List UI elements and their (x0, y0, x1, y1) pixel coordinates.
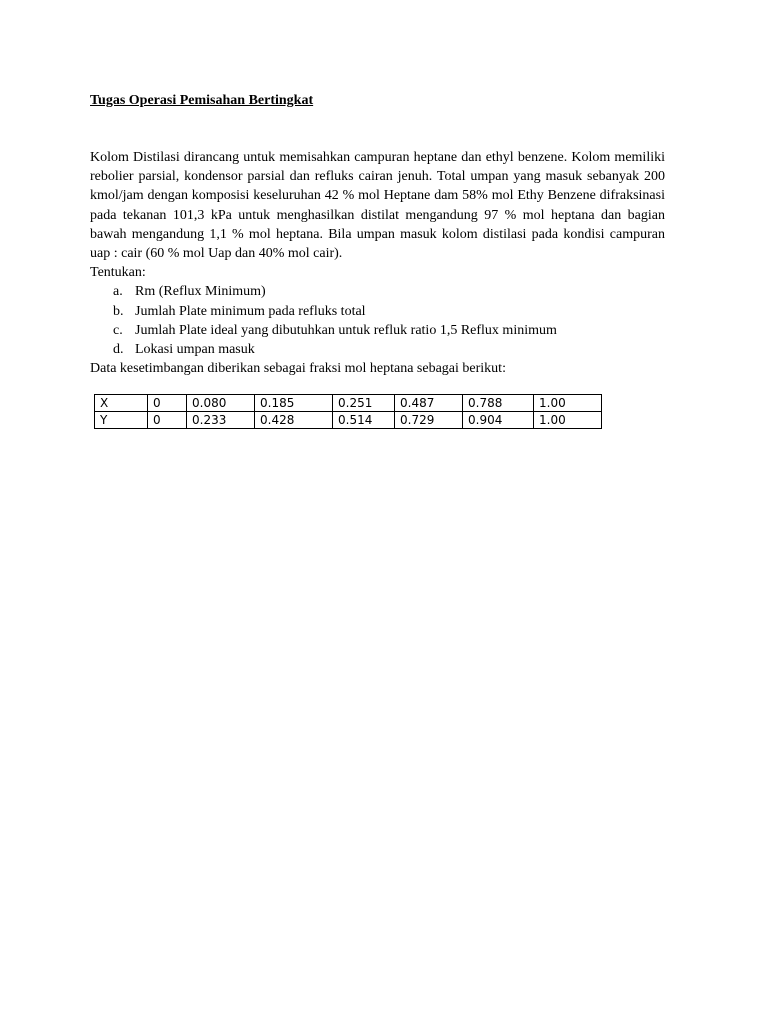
table-cell: 0.729 (395, 412, 463, 429)
table-cell: 1.00 (534, 412, 602, 429)
table-cell: X (95, 395, 148, 412)
table-cell: 0.428 (255, 412, 333, 429)
table-cell: 0 (148, 395, 187, 412)
table-cell: 0.514 (333, 412, 395, 429)
list-item-text: Jumlah Plate ideal yang dibutuhkan untuk refluk ratio 1,5 Reflux minimum (135, 322, 557, 338)
table-cell: 0.233 (187, 412, 255, 429)
table-cell: Y (95, 412, 148, 429)
list-item-text: Rm (Reflux Minimum) (135, 284, 266, 300)
list-item (90, 282, 665, 301)
table-cell: 1.00 (534, 395, 602, 412)
table-cell: 0.487 (395, 395, 463, 412)
document-page (90, 92, 665, 378)
data-intro: Data kesetimbangan diberikan sebagai fraksi mol heptana sebagai berikut: (90, 361, 506, 377)
table-cell: 0.788 (463, 395, 534, 412)
table-row (95, 395, 602, 412)
list-item-text: Jumlah Plate minimum pada refluks total (135, 303, 366, 319)
problem-statement: Kolom Distilasi dirancang untuk memisahkan campuran heptane dan ethyl benzene. Kolom memiliki rebolier parsial, kondensor parsial dan refluks cairan jenuh. Total umpan yang masuk sebanyak 200 kmol/jam dengan komposisi keseluruhan 42 % mol Heptane dam 58% mol Ethy Benzene difraksinasi pada tekanan 101,3 kPa untuk menghasilkan distilat mengandung 97 % mol heptana dan bagian bawah mengandung 1,1 % mol heptana. Bila umpan masuk kolom distilasi pada kondisi campuran uap : cair (60 % mol Uap dan 40% mol cair). (90, 150, 665, 262)
table-row (95, 412, 602, 429)
table-cell: 0.080 (187, 395, 255, 412)
list-marker: a. (113, 284, 123, 300)
table-cell: 0.904 (463, 412, 534, 429)
list-marker: c. (113, 322, 123, 338)
list-item (90, 321, 665, 340)
list-item (90, 340, 665, 359)
document-title: Tugas Operasi Pemisahan Bertingkat (90, 93, 314, 108)
list-item (90, 302, 665, 321)
list-item-text: Lokasi umpan masuk (135, 342, 255, 358)
equilibrium-table (94, 394, 602, 429)
table-cell: 0.251 (333, 395, 395, 412)
list-marker: d. (113, 342, 124, 358)
task-list (90, 282, 665, 359)
list-marker: b. (113, 303, 124, 319)
table-cell: 0.185 (255, 395, 333, 412)
table-cell: 0 (148, 412, 187, 429)
tentukan-label: Tentukan: (90, 265, 146, 281)
